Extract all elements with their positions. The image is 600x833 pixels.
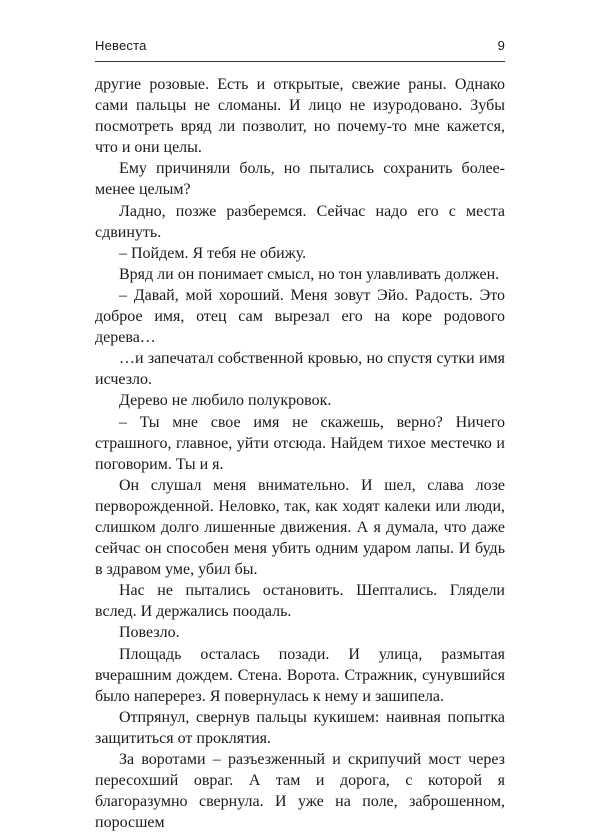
paragraph: …и запечатал собственной кровью, но спустя сутки имя исчезло. <box>95 350 505 389</box>
paragraph: Повезло. <box>119 624 180 642</box>
header-rule <box>95 61 505 62</box>
paragraph: За воротами – разъезженный и скрипучий мост через пересохший овраг. А там и дорога, с которой я благоразумно свернула. И уже на поле, заброшенном, поросшем <box>95 751 505 832</box>
page-number: 9 <box>497 38 505 53</box>
paragraph: Ладно, позже разберемся. Сейчас надо его с места сдвинуть. <box>95 202 505 241</box>
running-head <box>95 38 505 60</box>
paragraph: – Пойдем. Я тебя не обижу. <box>119 244 307 262</box>
paragraph: Площадь осталась позади. И улица, размытая вчерашним дождем. Стена. Ворота. Стражник, сунувшийся было наперерез. Я повернулась к нему и зашипела. <box>95 645 505 705</box>
paragraph: другие розовые. Есть и открытые, свежие раны. Однако сами пальцы не сломаны. И лицо не изуродовано. Зубы посмотреть вряд ли позволит, но почему-то мне кажется, что и они целы. <box>95 76 505 157</box>
paragraph: Вряд ли он понимает смысл, но тон улавливать должен. <box>119 265 500 283</box>
body-text <box>95 74 505 833</box>
paragraph: – Ты мне свое имя не скажешь, верно? Ничего страшного, главное, уйти отсюда. Найдем тихое местечко и поговорим. Ты и я. <box>95 413 505 473</box>
paragraph: – Давай, мой хороший. Меня зовут Эйо. Радость. Это доброе имя, отец сам вырезал его на коре родового дерева… <box>95 286 505 347</box>
paragraph: Дерево не любило полукровок. <box>119 392 332 410</box>
paragraph: Он слушал меня внимательно. И шел, слава лозе перворожденной. Неловко, так, как ходят калеки или люди, слишком долго лишенные движения. А я думала, что даже сейчас он способен меня убить одним ударом лапы. И будь в здравом уме, убил бы. <box>95 476 505 579</box>
paragraph: Отпрянул, свернув пальцы кукишем: наивная попытка защититься от проклятия. <box>95 708 505 747</box>
paragraph: Ему причиняли боль, но пытались сохранить более-менее целым? <box>95 160 505 199</box>
paragraph: Нас не пытались остановить. Шептались. Глядели вслед. И держались поодаль. <box>95 582 505 621</box>
running-title: Невеста <box>95 38 147 53</box>
